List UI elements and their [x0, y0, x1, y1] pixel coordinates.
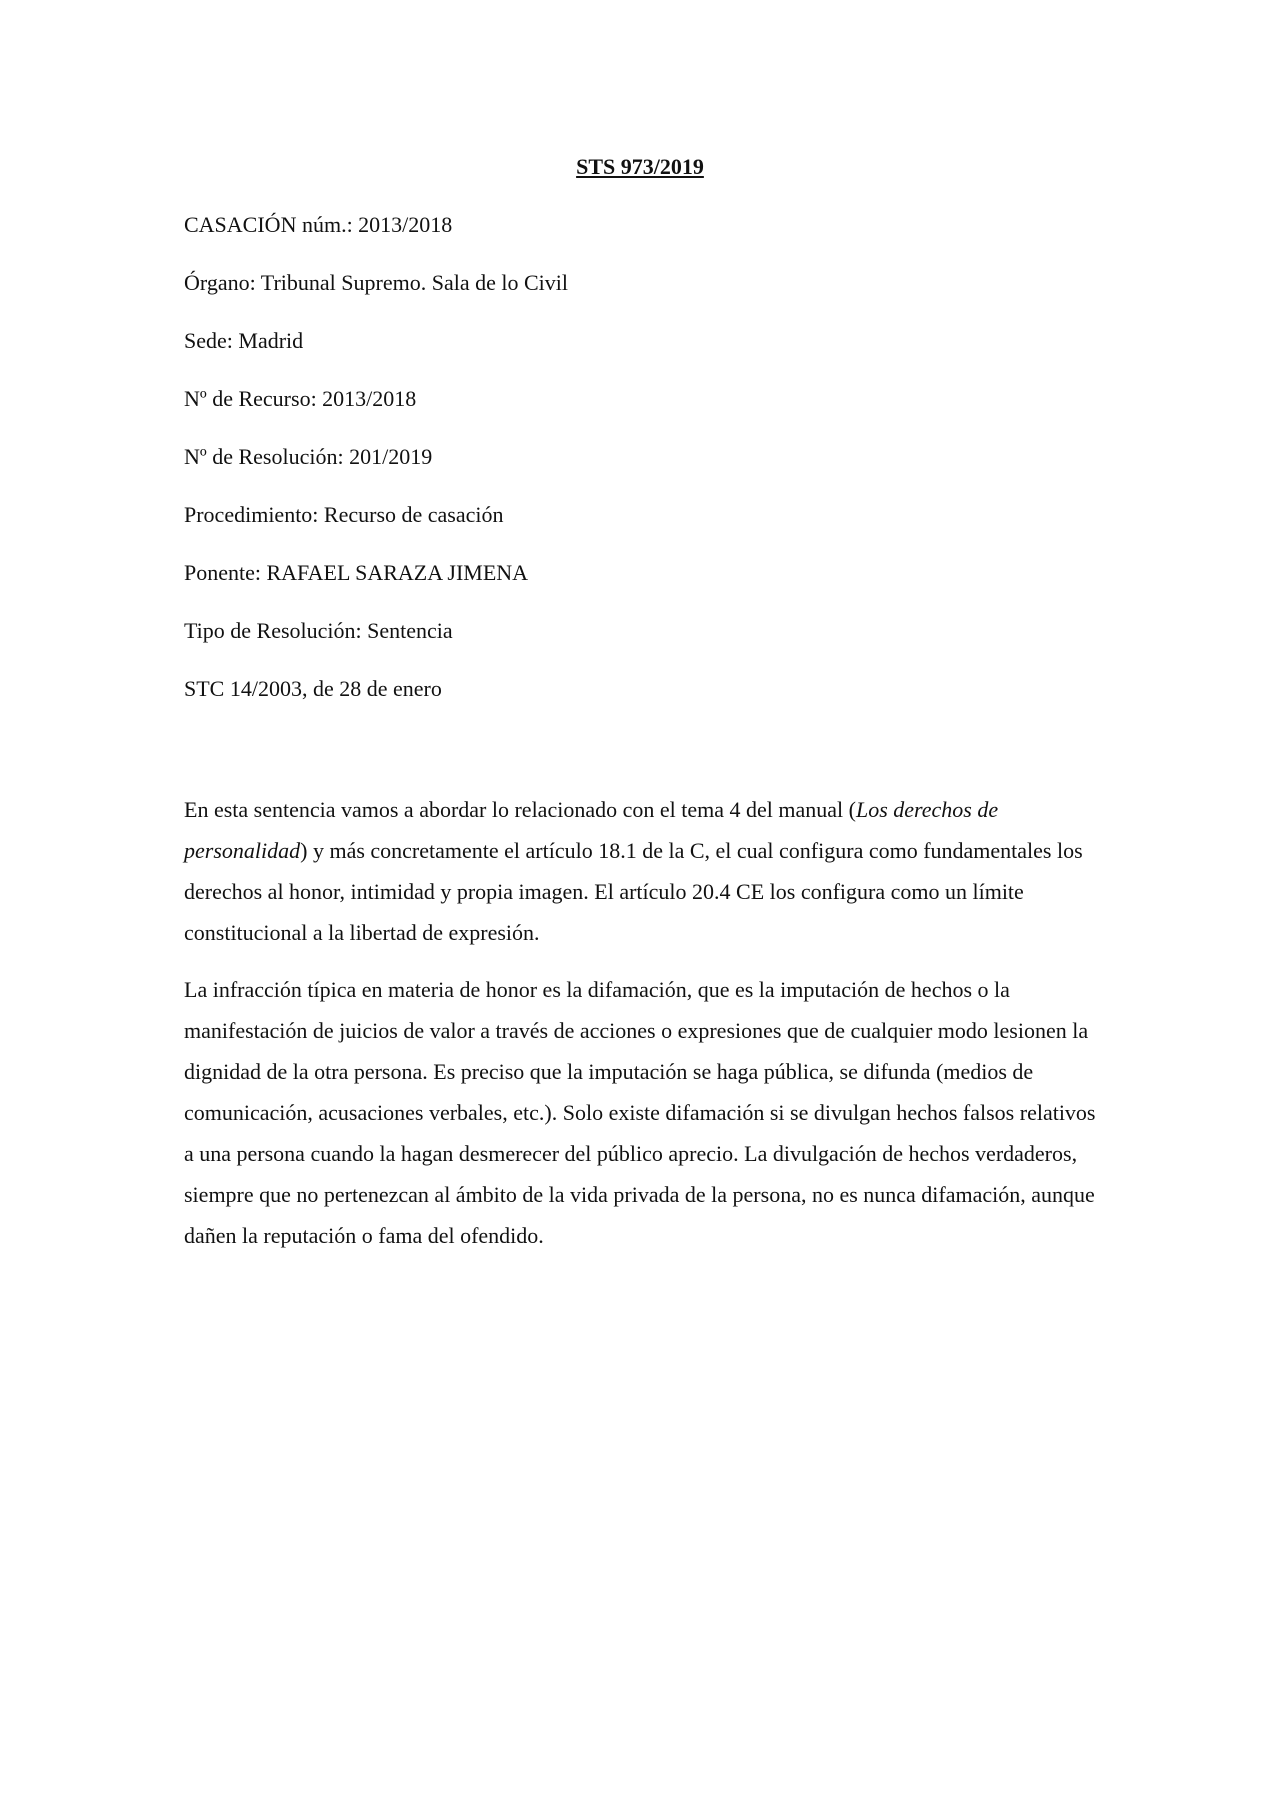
paragraph-intro-part1: En esta sentencia vamos a abordar lo relacionado con el tema 4 del manual ( — [184, 797, 856, 822]
meta-tipo-resolucion: Tipo de Resolución: Sentencia — [184, 618, 453, 643]
meta-resolucion: Nº de Resolución: 201/2019 — [184, 444, 433, 469]
document-title: STS 973/2019 — [576, 154, 704, 179]
meta-recurso: Nº de Recurso: 2013/2018 — [184, 386, 417, 411]
meta-procedimiento: Procedimiento: Recurso de casación — [184, 502, 504, 527]
meta-ponente: Ponente: RAFAEL SARAZA JIMENA — [184, 560, 529, 585]
case-metadata-list — [184, 212, 568, 734]
manual-chapter-title: Los derechos de personalidad — [184, 797, 999, 863]
meta-stc-reference: STC 14/2003, de 28 de enero — [184, 676, 442, 701]
paragraph-difamacion: La infracción típica en materia de honor es la difamación, que es la imputación de hechos o la manifestación de juicios de valor a través de acciones o expresiones que de cualquier modo lesionen la dignidad de la otra persona. Es preciso que la imputación se haga pública, se difunda (medios de comunicación, acusaciones verbales, etc.). Solo existe difamación si se divulgan hechos falsos relativos a una persona cuando la hagan desmerecer del público aprecio. La divulgación de hechos verdaderos, siempre que no pertenezcan al ámbito de la vida privada de la persona, no es nunca difamación, aunque dañen la reputación o fama del ofendido. — [184, 977, 1096, 1248]
meta-organo: Órgano: Tribunal Supremo. Sala de lo Civil — [184, 270, 568, 295]
paragraph-intro-part2: ) y más concretamente el artículo 18.1 de la C, el cual configura como fundamentales los derechos al honor, intimidad y propia imagen. El artículo 20.4 CE los configura como un límite constitucional a la libertad de expresión. — [184, 838, 1083, 945]
paragraph-intro — [184, 789, 1104, 953]
meta-sede: Sede: Madrid — [184, 328, 304, 353]
meta-casacion: CASACIÓN núm.: 2013/2018 — [184, 212, 453, 237]
